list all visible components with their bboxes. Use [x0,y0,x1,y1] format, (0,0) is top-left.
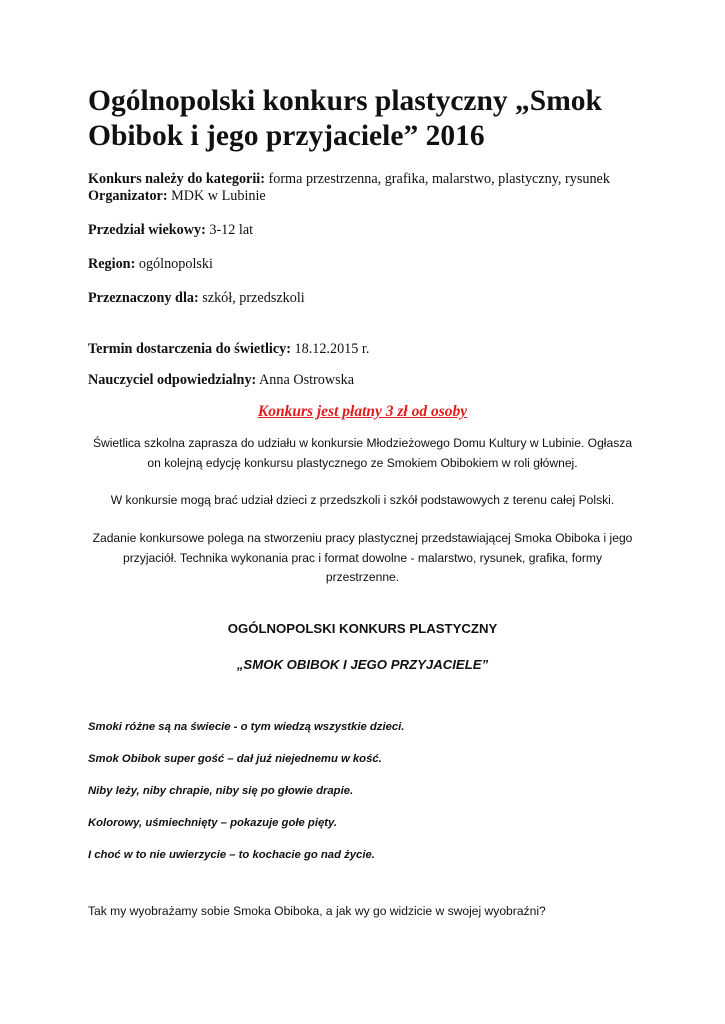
task-paragraph: Zadanie konkursowe polega na stworzeniu pracy plastycznej przedstawiającej Smoka Obiboka i jego przyjaciół. Technika wykonania prac i format dowolne - malarstwo, rysunek, grafika, formy przestrzenne. [92,531,633,584]
audience-label: Przeznaczony dla: [88,290,199,306]
category-label: Konkurs należy do kategorii: [88,171,265,187]
region-label: Region: [88,256,136,272]
teacher-value: Anna Ostrowska [259,372,355,388]
paid-notice: Konkurs jest płatny 3 zł od osoby [257,403,468,420]
region-field [88,255,213,273]
deadline-value: 18.12.2015 r. [294,341,370,357]
document-title: Ogólnopolski konkurs plastyczny „Smok Obibok i jego przyjaciele” 2016 [88,85,602,152]
section-heading: OGÓLNOPOLSKI KONKURS PLASTYCZNY [227,621,498,636]
category-field [88,170,610,188]
poem-line: Kolorowy, uśmiechnięty – pokazuje gołe pięty. [88,817,338,829]
poem-line: Smoki różne są na świecie - o tym wiedzą wszystkie dzieci. [88,721,405,733]
age-label: Przedział wiekowy: [88,222,206,238]
deadline-field [88,340,369,358]
poem-line: Niby leży, niby chrapie, niby się po głowie drapie. [88,785,354,797]
poem-line: Smok Obibok super gość – dał już niejednemu w kość. [88,753,382,765]
age-value: 3-12 lat [209,222,254,238]
poem-line: I choć w to nie uwierzycie – to kochacie go nad życie. [88,849,375,861]
age-field [88,221,253,239]
deadline-label: Termin dostarczenia do świetlicy: [88,341,291,357]
audience-value: szkół, przedszkoli [202,290,305,306]
intro-paragraph: Świetlica szkolna zaprasza do udziału w konkursie Młodzieżowego Domu Kultury w Lubinie. Ogłasza on kolejną edycję konkursu plastycznego ze Smokiem Obibokiem w roli głównej. [92,436,633,470]
organizer-label: Organizator: [88,188,168,204]
section-title: „SMOK OBIBOK I JEGO PRZYJACIELE” [236,657,489,672]
audience-field [88,289,305,307]
region-value: ogólnopolski [138,256,213,272]
category-value: forma przestrzenna, grafika, malarstwo, plastyczny, rysunek [268,171,610,187]
organizer-value: MDK w Lubinie [171,188,266,204]
teacher-field [88,371,354,389]
closing-question: Tak my wyobrażamy sobie Smoka Obiboka, a jak wy go widzicie w swojej wyobraźni? [88,904,546,918]
organizer-field [88,187,266,205]
eligibility-paragraph: W konkursie mogą brać udział dzieci z przedszkoli i szkół podstawowych z terenu całej Polski. [110,493,615,507]
teacher-label: Nauczyciel odpowiedzialny: [88,372,257,388]
